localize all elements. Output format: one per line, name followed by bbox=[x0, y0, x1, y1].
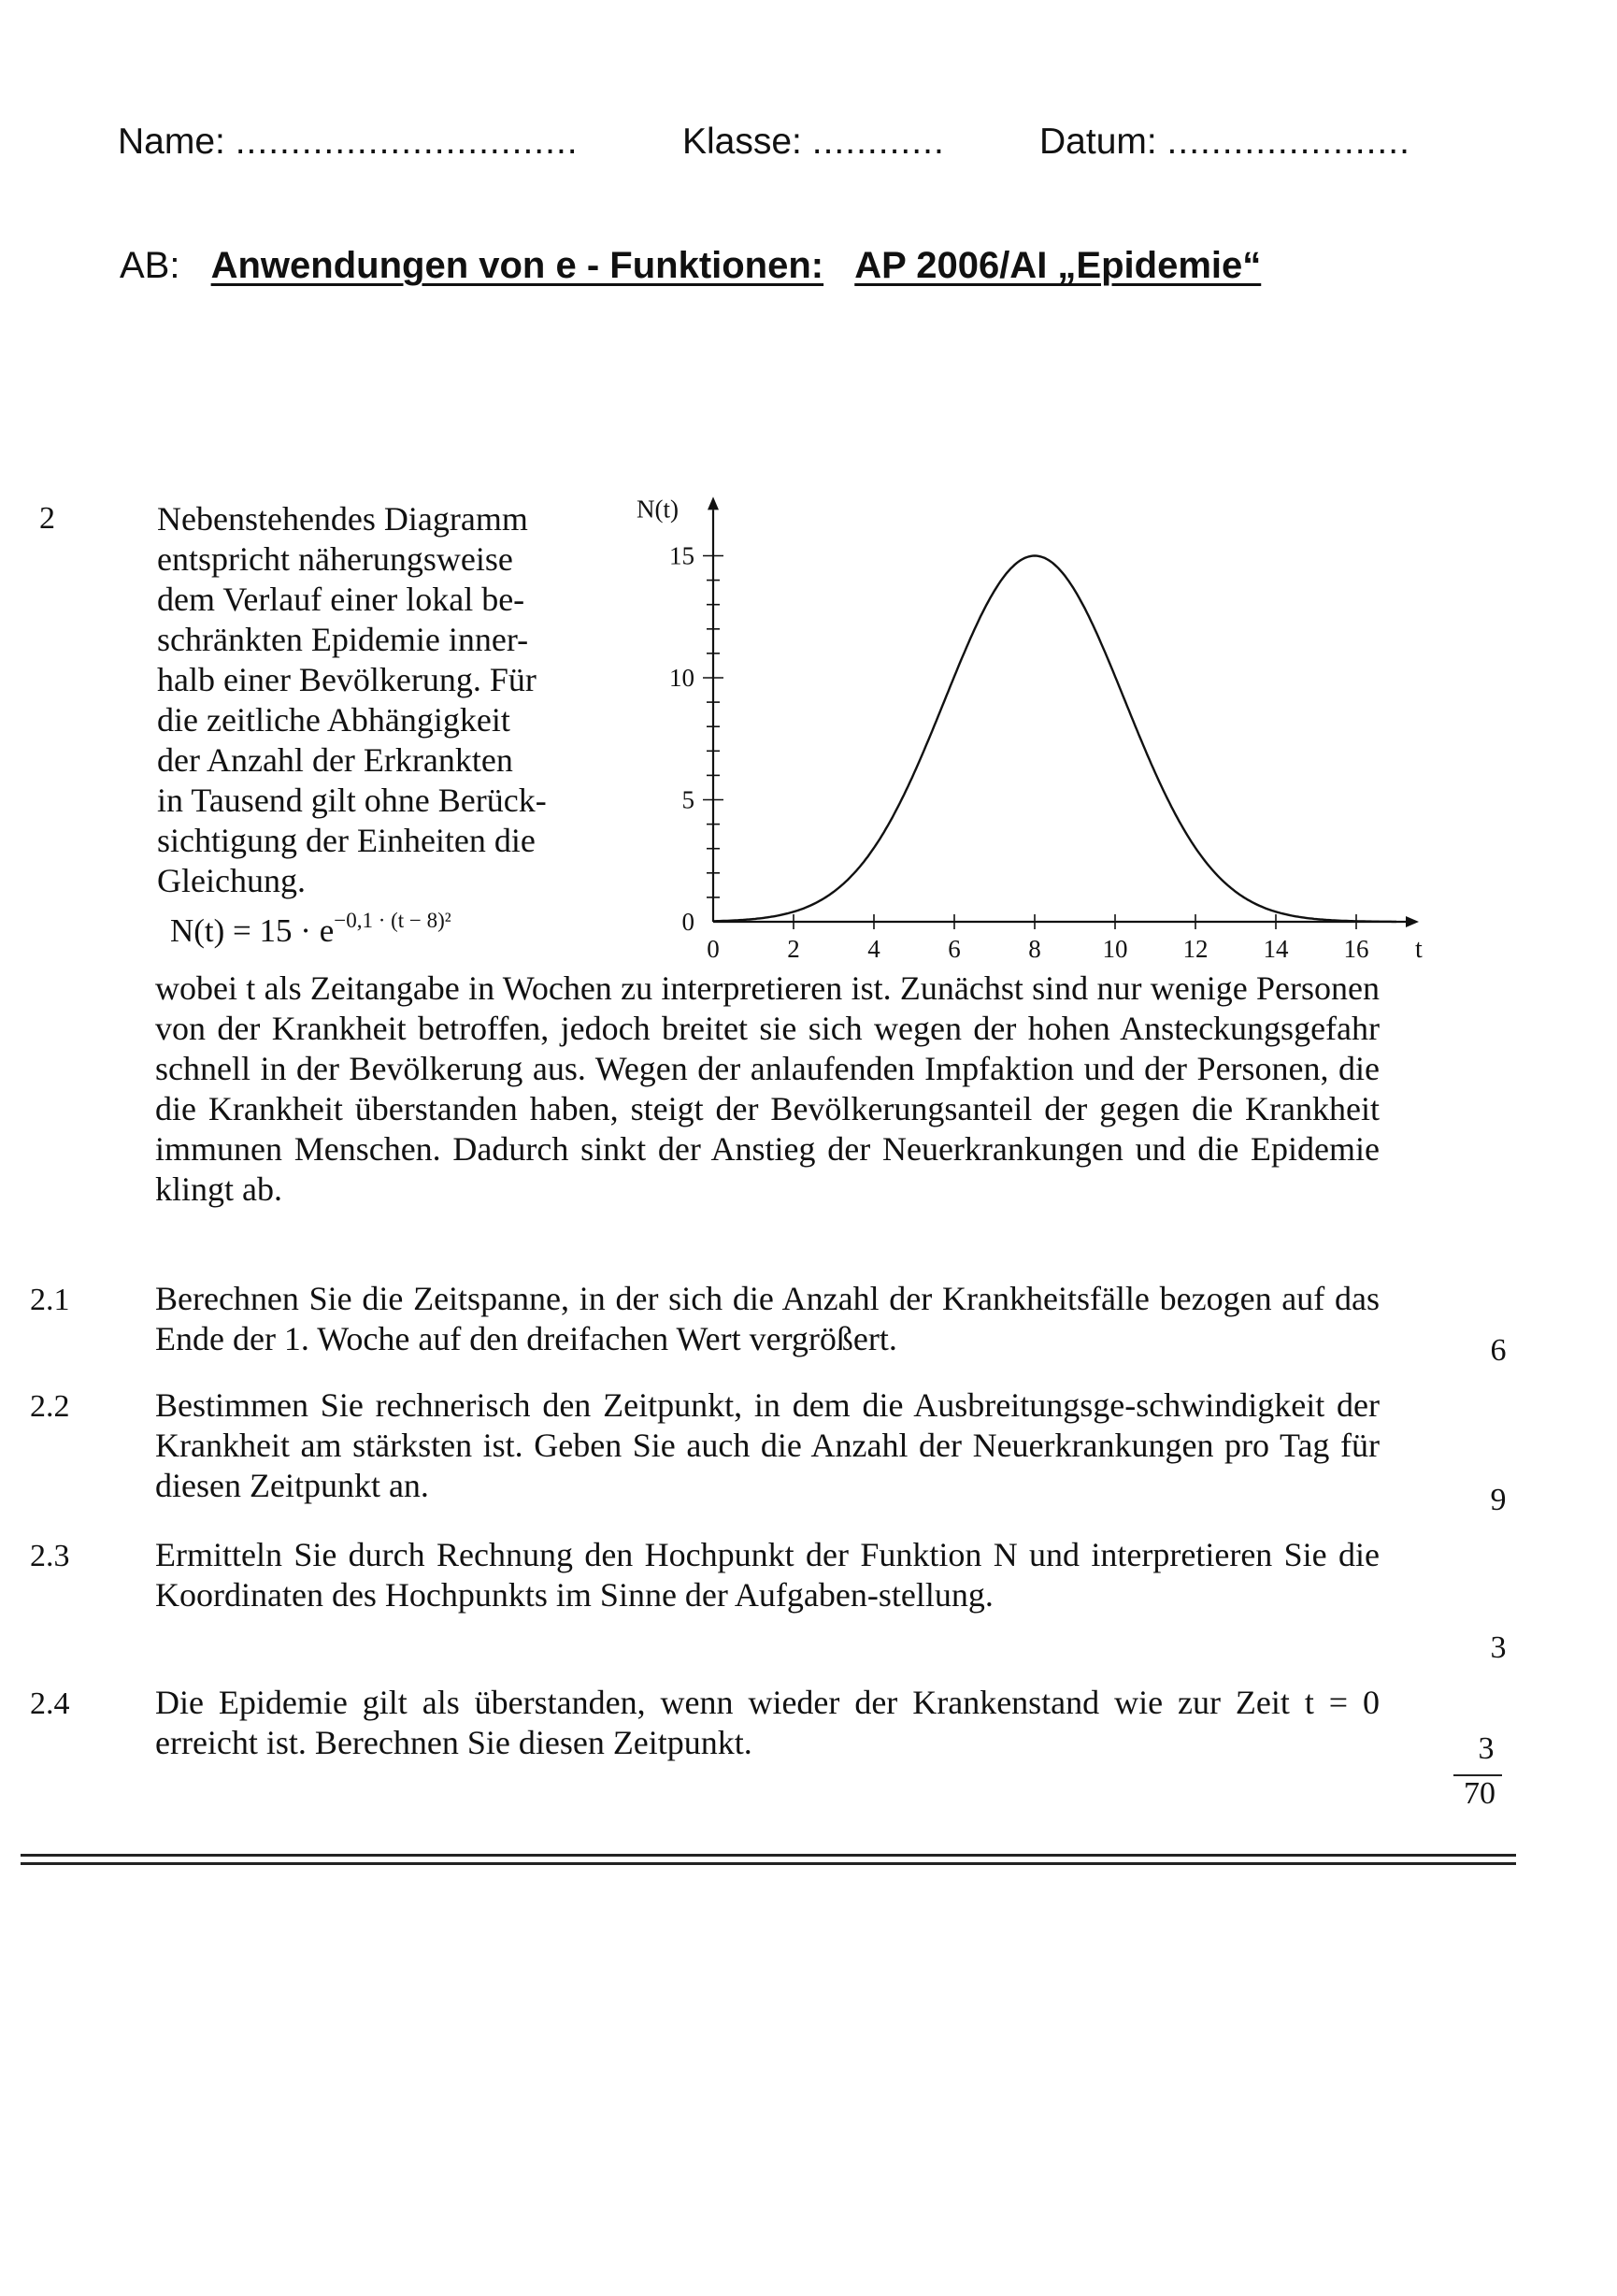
y-tick-label: 10 bbox=[669, 664, 694, 692]
date-dots: ...................... bbox=[1166, 122, 1410, 162]
task-intro bbox=[157, 499, 547, 901]
y-axis-label: N(t) bbox=[637, 495, 679, 524]
subtask-points: 3 bbox=[1490, 1630, 1507, 1665]
x-tick-label: 8 bbox=[1028, 935, 1041, 963]
subtask-number: 2.2 bbox=[30, 1389, 70, 1424]
chart-tick-labels bbox=[669, 542, 1369, 964]
intro-line: die zeitliche Abhängigkeit bbox=[157, 701, 510, 739]
title-prefix: AB: bbox=[120, 245, 180, 286]
name-dots: ............................... bbox=[235, 122, 579, 162]
x-tick-label: 2 bbox=[787, 935, 800, 963]
epidemic-chart bbox=[636, 495, 1423, 972]
x-tick-label: 14 bbox=[1263, 935, 1289, 963]
y-tick-label: 15 bbox=[669, 541, 694, 570]
worksheet-title bbox=[120, 245, 1261, 287]
x-tick-label: 0 bbox=[707, 935, 720, 963]
formula-exponent: −0,1 · (t − 8)² bbox=[334, 909, 451, 932]
subtask-points: 9 bbox=[1490, 1483, 1507, 1517]
date-label: Datum: bbox=[1039, 122, 1157, 162]
intro-line: dem Verlauf einer lokal be- bbox=[157, 581, 525, 618]
total-points: 70 bbox=[1464, 1776, 1495, 1811]
title-topic: Anwendungen von e - Funktionen: bbox=[210, 245, 824, 286]
title-source: AP 2006/AI „Epidemie“ bbox=[854, 245, 1262, 286]
intro-line: sichtigung der Einheiten die bbox=[157, 822, 536, 859]
formula bbox=[170, 909, 451, 950]
chart-axes bbox=[708, 496, 1419, 927]
intro-line: entspricht näherungsweise bbox=[157, 540, 513, 578]
subtask-text: Bestimmen Sie rechnerisch den Zeitpunkt, in dem die Ausbreitungsge-schwindigkeit der Krankheit am stärksten ist. Geben Sie auch die Anzahl der Neuerkrankungen pro Tag für diesen Zeitpunkt an. bbox=[155, 1386, 1380, 1504]
class-label: Klasse: bbox=[682, 122, 802, 162]
y-axis-arrow bbox=[708, 496, 719, 509]
name-label: Name: bbox=[118, 122, 225, 162]
subtask-number: 2.1 bbox=[30, 1283, 70, 1317]
intro-line: Gleichung. bbox=[157, 862, 306, 899]
bottom-rule bbox=[21, 1862, 1516, 1865]
epidemic-curve bbox=[713, 556, 1396, 922]
x-tick-label: 4 bbox=[867, 935, 880, 963]
subtask-number: 2.4 bbox=[30, 1686, 70, 1721]
x-tick-label: 6 bbox=[948, 935, 961, 963]
subtask-text: Berechnen Sie die Zeitspanne, in der sich die Anzahl der Krankheitsfälle bezogen auf das Ende der 1. Woche auf den dreifachen Wert vergrößert. bbox=[155, 1280, 1380, 1357]
subtask-points: 6 bbox=[1490, 1333, 1507, 1368]
y-tick-label: 5 bbox=[681, 785, 694, 814]
intro-line: in Tausend gilt ohne Berück- bbox=[157, 782, 547, 819]
x-tick-label: 10 bbox=[1102, 935, 1128, 963]
task-continuation: wobei t als Zeitangabe in Wochen zu interpretieren ist. Zunächst sind nur wenige Personen von der Krankheit betroffen, jedoch breitet sie sich wegen der hohen Ansteckungsgefahr schnell in der Bevölkerung aus. Wegen der anlaufenden Impfaktion und der Personen, die die Krankheit überstanden haben, steigt der Bevölkerungsanteil der gegen die Krankheit immunen Menschen. Dadurch sinkt der Anstieg der Neuerkrankungen und die Epidemie klingt ab. bbox=[155, 969, 1380, 1208]
task-number: 2 bbox=[39, 501, 55, 536]
x-axis-label: t bbox=[1415, 935, 1423, 964]
name-field bbox=[118, 122, 579, 163]
chart-ticks bbox=[703, 556, 1356, 930]
date-field bbox=[1039, 122, 1410, 163]
class-field bbox=[682, 122, 945, 163]
bottom-rule bbox=[21, 1854, 1516, 1857]
subtask-points: 3 bbox=[1478, 1731, 1495, 1766]
x-tick-label: 16 bbox=[1343, 935, 1369, 963]
y-tick-label: 0 bbox=[681, 908, 694, 936]
x-tick-label: 12 bbox=[1182, 935, 1209, 963]
intro-line: halb einer Bevölkerung. Für bbox=[157, 661, 537, 698]
class-dots: ............ bbox=[811, 122, 945, 162]
x-axis-arrow bbox=[1406, 916, 1419, 927]
subtask-text: Die Epidemie gilt als überstanden, wenn wieder der Krankenstand wie zur Zeit t = 0 erreicht ist. Berechnen Sie diesen Zeitpunkt. bbox=[155, 1684, 1380, 1761]
subtask-number: 2.3 bbox=[30, 1539, 70, 1573]
intro-line: Nebenstehendes Diagramm bbox=[157, 500, 528, 538]
formula-main: N(t) = 15 · e bbox=[170, 912, 335, 949]
subtask-text: Ermitteln Sie durch Rechnung den Hochpunkt der Funktion N und interpretieren Sie die Koordinaten des Hochpunkts im Sinne der Aufgaben-stellung. bbox=[155, 1536, 1380, 1614]
intro-line: der Anzahl der Erkrankten bbox=[157, 741, 513, 779]
intro-line: schränkten Epidemie inner- bbox=[157, 621, 529, 658]
